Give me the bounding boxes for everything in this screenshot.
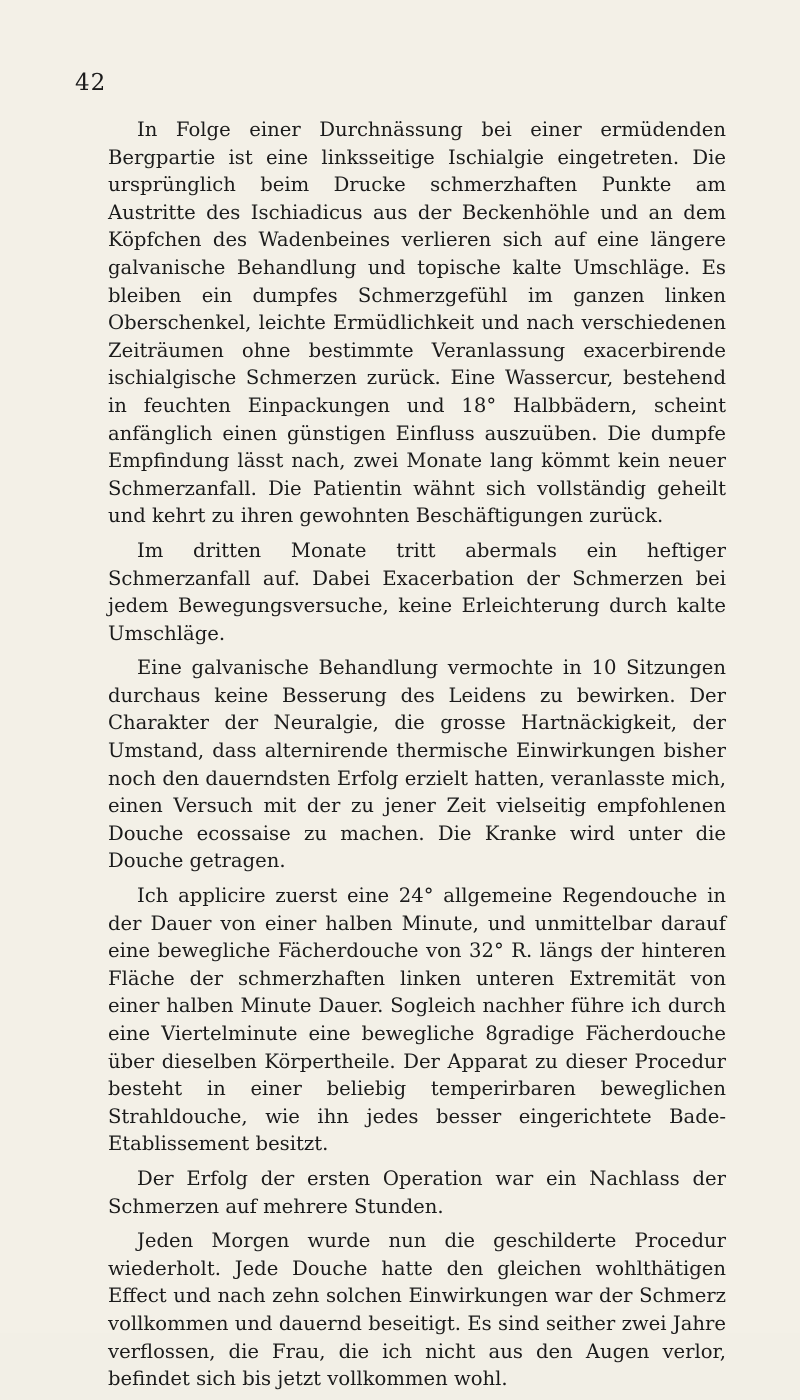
- paragraph-2: Im dritten Monate tritt abermals ein heftiger Schmerzanfall auf. Dabei Exacerbation der Schmerzen bei jedem Bewegungsversuche, keine Erleichterung durch kalte Umschläge.: [108, 538, 726, 645]
- page-number: 42: [75, 70, 107, 96]
- paragraph-5: Der Erfolg der ersten Operation war ein Nachlass der Schmerzen auf mehrere Stunden.: [108, 1166, 726, 1218]
- paragraph-3: Eine galvanische Behandlung vermochte in 10 Sitzungen durchaus keine Besserung des Leidens zu bewirken. Der Charakter der Neuralgie, die grosse Hartnäckigkeit, der Umstand, dass alternirende thermische Einwirkungen bisher noch den dauerndsten Erfolg erzielt hatten, veranlasste mich, einen Versuch mit der zu jener Zeit vielseitig empfohlenen Douche ecossaise zu machen. Die Kranke wird unter die Douche getragen.: [108, 656, 726, 873]
- paragraph-4: Ich applicire zuerst eine 24° allgemeine Regendouche in der Dauer von einer halben Minute, und unmittelbar darauf eine bewegliche Fächerdouche von 32° R. längs der hinteren Fläche der schmerzhaften linken unteren Extremität von einer halben Minute Dauer. Sogleich nachher führe ich durch eine Viertelminute eine bewegliche 8gradige Fächerdouche über dieselben Körpertheile. Der Apparat zu dieser Procedur besteht in einer beliebig temperirbaren beweglichen Strahldouche, wie ihn jedes besser eingerichtete Bade-Etablissement besitzt.: [108, 884, 726, 1156]
- paragraph-6: Jeden Morgen wurde nun die geschilderte Procedur wiederholt. Jede Douche hatte den gleichen wohlthätigen Effect und nach zehn solchen Einwirkungen war der Schmerz vollkommen und dauernd beseitigt. Es sind seither zwei Jahre verflossen, die Frau, die ich nicht aus den Augen verlor, befindet sich bis jetzt vollkommen wohl.: [108, 1229, 726, 1391]
- paragraph-1: In Folge einer Durchnässung bei einer ermüdenden Bergpartie ist eine linksseitige Ischialgie eingetreten. Die ursprünglich beim Drucke schmerzhaften Punkte am Austritte des Ischiadicus aus der Beckenhöhle und an dem Köpfchen des Wadenbeines verlieren sich auf eine längere galvanische Behandlung und topische kalte Umschläge. Es bleiben ein dumpfes Schmerzgefühl im ganzen linken Oberschenkel, leichte Ermüdlichkeit und nach verschiedenen Zeiträumen ohne bestimmte Veranlassung exacerbirende ischialgische Schmerzen zurück. Eine Wassercur, bestehend in feuchten Einpackungen und 18° Halbbädern, scheint anfänglich einen günstigen Einfluss auszuüben. Die dumpfe Empfindung lässt nach, zwei Monate lang kömmt kein neuer Schmerzanfall. Die Patientin wähnt sich vollständig geheilt und kehrt zu ihren gewohnten Beschäftigungen zurück.: [108, 118, 726, 528]
- body-text: [108, 116, 726, 1400]
